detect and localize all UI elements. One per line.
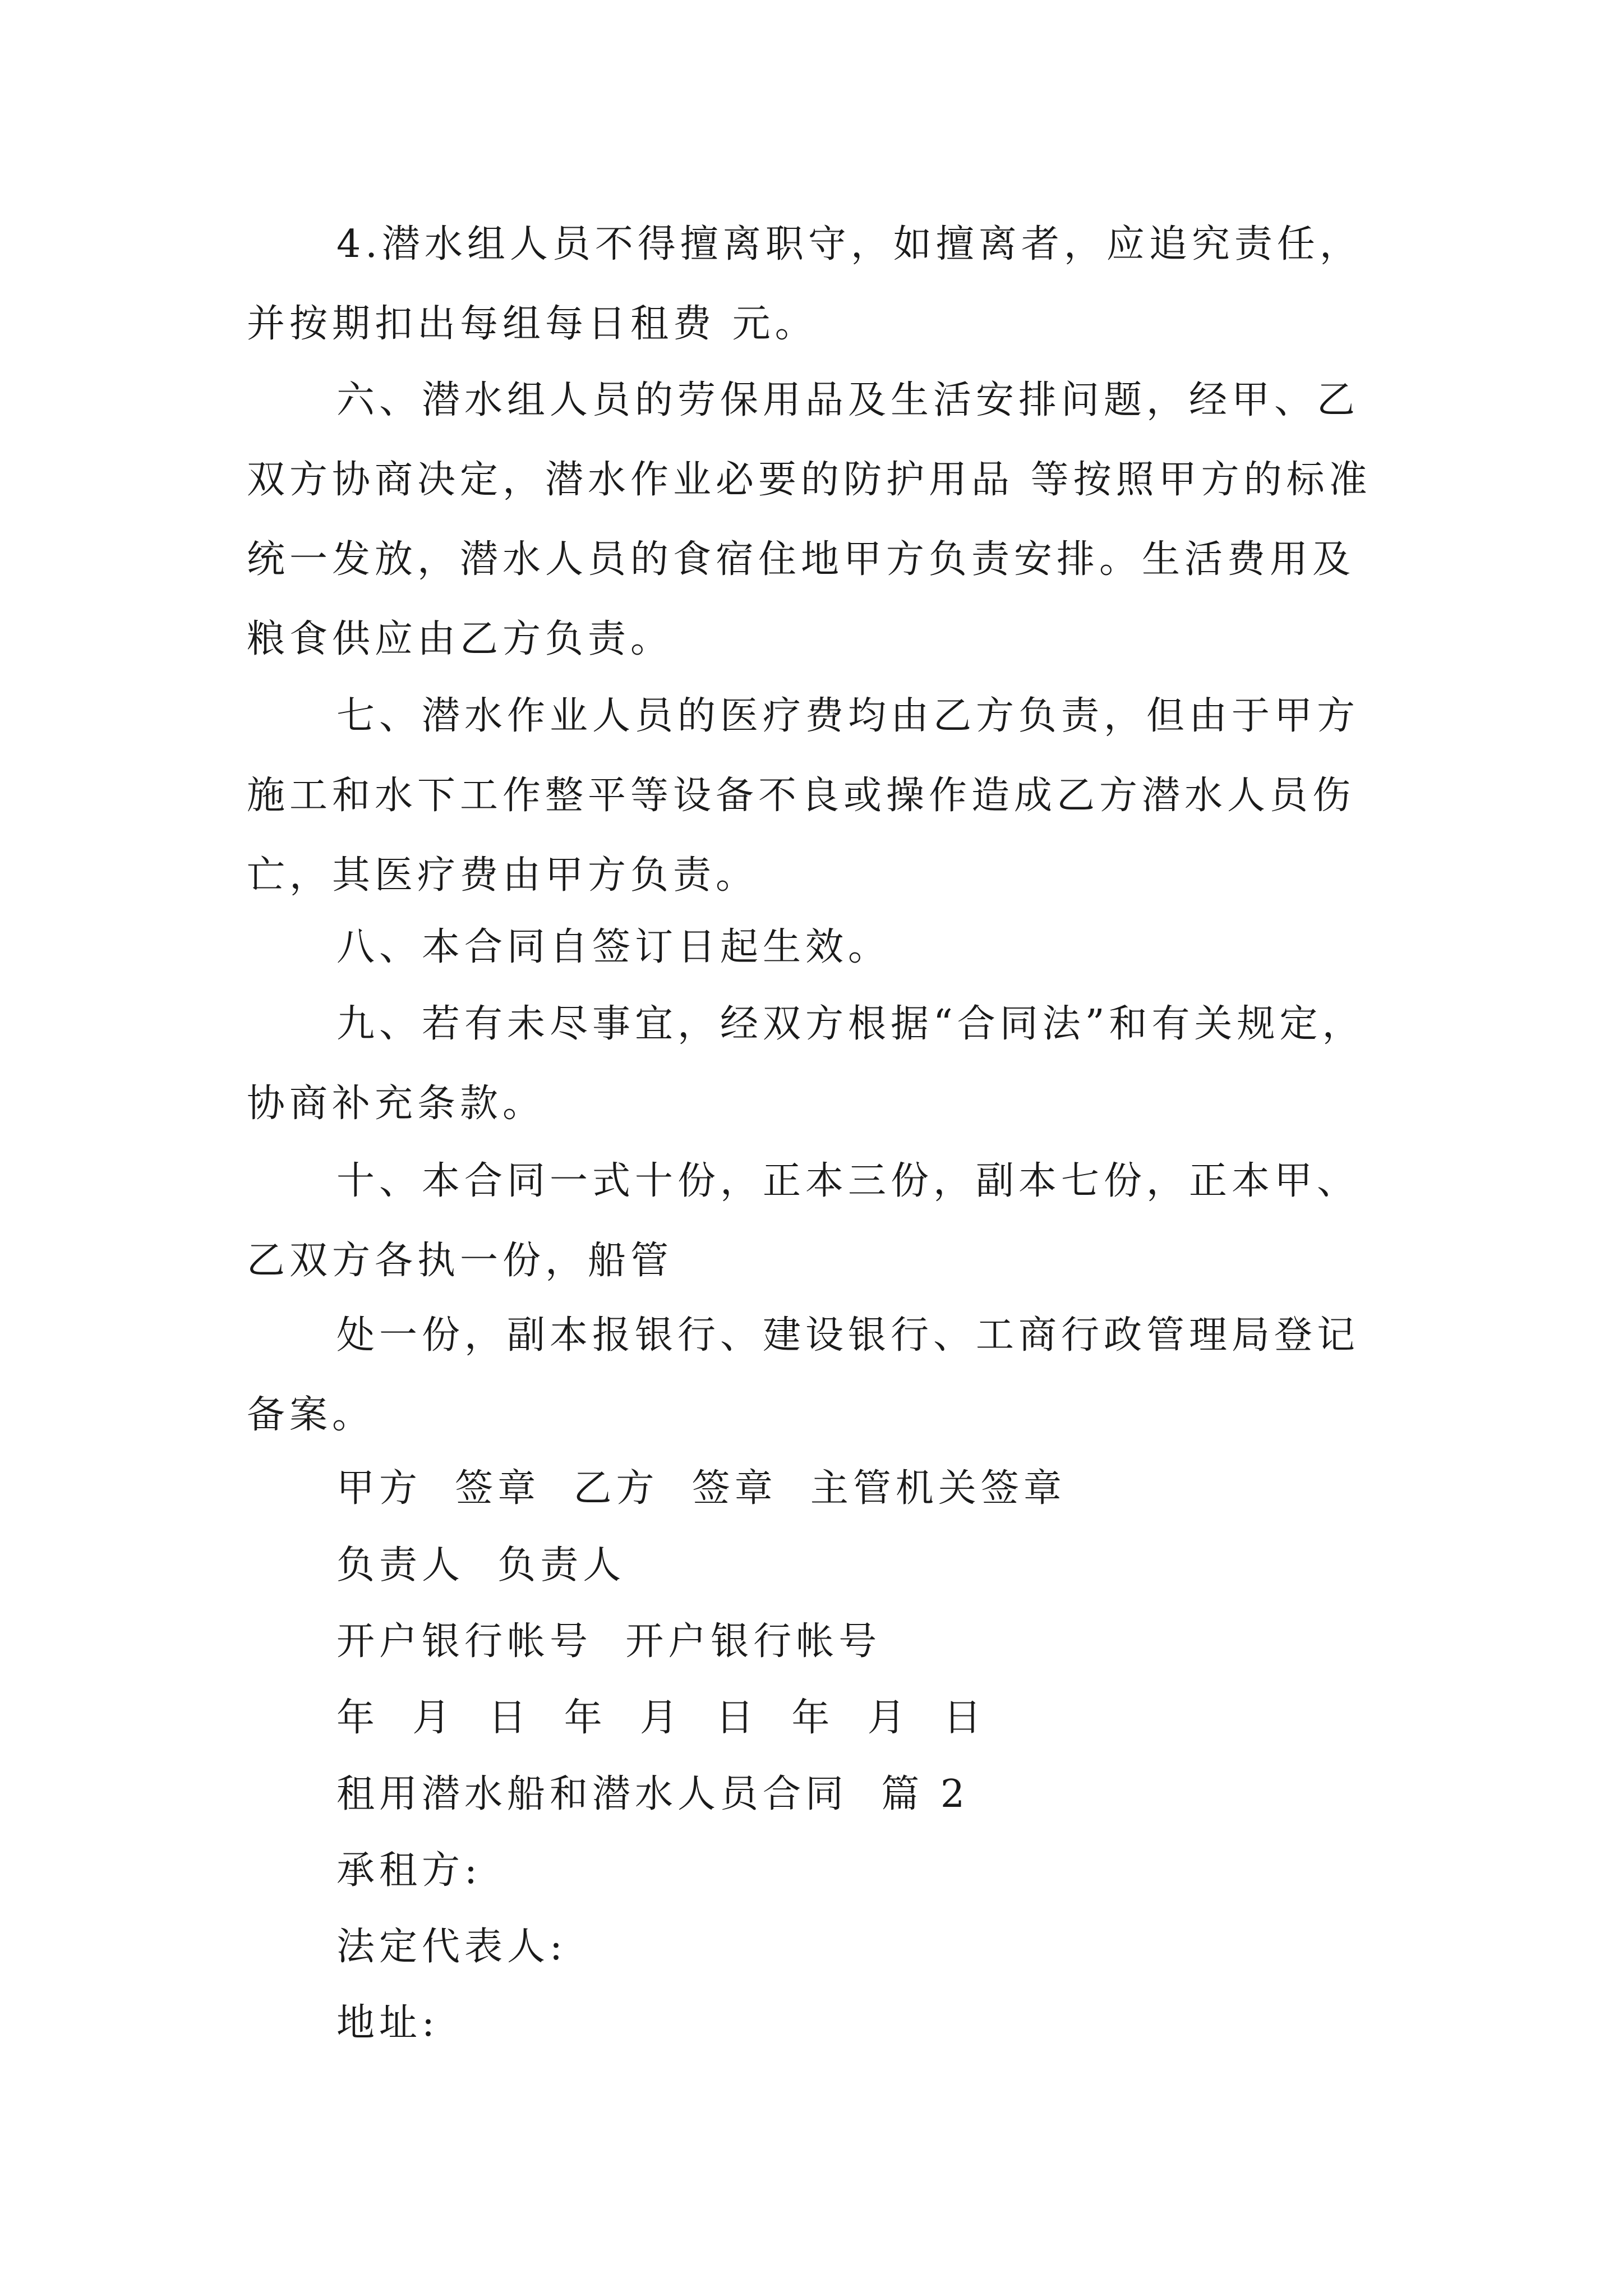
address-label: 地址: (336, 2001, 439, 2045)
clause-4: 4.潜水组人员不得擅离职守，如擅离者，应追究责任，并按期扣出每组每日租费 元。 (247, 222, 1362, 346)
clause-6: 六、潜水组人员的劳保用品及生活安排问题，经甲、乙双方协商决定，潜水作业必要的防护用品 等按照甲方的标准统一发放，潜水人员的食宿住地甲方负责安排。生活费用及粮食供应由乙方负责。 (247, 378, 1372, 661)
clause-8: 八、本合同自签订日起生效。 (336, 925, 891, 969)
contract-2-title: 租用潜水船和潜水人员合同 篇 2 (336, 1772, 970, 1816)
clause-7: 七、潜水作业人员的医疗费均由乙方负责，但由于甲方施工和水下工作整平等设备不良或操作造成乙方潜水人员伤亡，其医疗费由甲方负责。 (247, 694, 1360, 898)
legal-representative-label: 法定代表人: (336, 1925, 567, 1969)
bank-account-line: 开户银行帐号 开户银行帐号 (336, 1619, 882, 1664)
signature-parties-line: 甲方 签章 乙方 签章 主管机关签章 (336, 1466, 1066, 1511)
clause-10-continued: 处一份，副本报银行、建设银行、工商行政管理局登记备案。 (247, 1313, 1360, 1437)
clause-9: 九、若有未尽事宜，经双方根据“合同法”和有关规定，协商补充条款。 (247, 1002, 1365, 1126)
clause-10: 十、本合同一式十份，正本三份，副本七份，正本甲、乙双方各执一份，船管 (247, 1159, 1360, 1283)
responsible-person-line: 负责人 负责人 (336, 1543, 626, 1588)
lessee-label: 承租方: (336, 1848, 482, 1893)
date-line: 年 月 日 年 月 日 年 月 日 (336, 1696, 986, 1740)
